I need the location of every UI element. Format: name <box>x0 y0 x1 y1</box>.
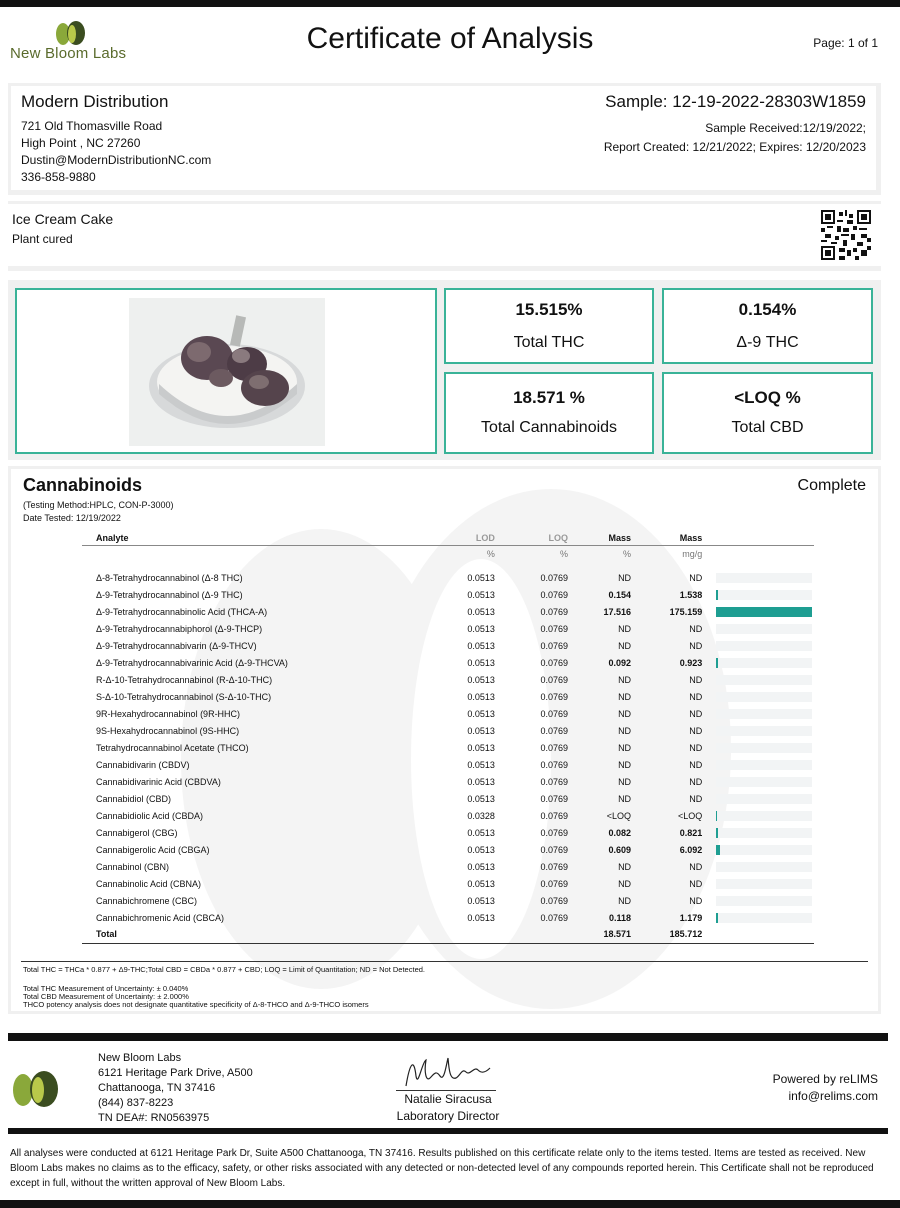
mass-mg-header: Mass <box>637 531 708 545</box>
table-row <box>82 807 814 824</box>
mass-mg-cell: ND <box>689 640 703 651</box>
loq-cell: 0.0769 <box>540 776 569 787</box>
table-row <box>82 654 814 671</box>
analyte-cell: 9S-Hexahydrocannabinol (9S-HHC) <box>96 725 240 736</box>
client-address-1: 721 Old Thomasville Road <box>21 119 163 133</box>
mass-mg-cell: ND <box>689 759 703 770</box>
concentration-bar <box>716 777 812 787</box>
table-row <box>82 586 814 603</box>
table-row <box>82 790 814 807</box>
lod-cell: 0.0513 <box>467 895 495 906</box>
concentration-bar-fill <box>716 828 717 838</box>
concentration-bar-fill <box>716 913 717 923</box>
lab-address-1: 6121 Heritage Park Drive, A500 <box>98 1067 253 1079</box>
concentration-bar <box>716 845 812 855</box>
analyte-cell: Cannabidivarinic Acid (CBDVA) <box>96 776 221 787</box>
loq-cell: 0.0769 <box>540 912 569 923</box>
concentration-bar <box>716 692 812 702</box>
mass-mg-cell: ND <box>689 725 703 736</box>
document-title: Certificate of Analysis <box>306 22 594 55</box>
mass-pct-cell: ND <box>618 759 632 770</box>
loq-cell: 0.0769 <box>540 725 569 736</box>
analyte-cell: Δ-9-Tetrahydrocannabinolic Acid (THCA-A) <box>96 606 268 617</box>
concentration-bar-fill <box>716 607 812 617</box>
mass-pct-cell: ND <box>618 725 632 736</box>
analyte-cell: Δ-9-Tetrahydrocannabinol (Δ-9 THC) <box>96 589 243 600</box>
total-cannabinoids-value: 18.571 % <box>513 388 585 407</box>
loq-cell: 0.0769 <box>540 708 569 719</box>
signature-icon <box>400 1052 492 1092</box>
cbd-uncertainty-note: Total CBD Measurement of Uncertainty: ± 2.000% <box>23 992 189 1001</box>
mass-mg-cell: ND <box>689 708 703 719</box>
mass-pct-cell: 0.609 <box>608 844 632 855</box>
mass-pct-cell: ND <box>618 708 632 719</box>
mass-mg-cell: 0.821 <box>679 827 703 838</box>
mass-pct-header: Mass <box>574 531 637 545</box>
concentration-bar <box>716 811 812 821</box>
lod-cell: 0.0513 <box>467 827 495 838</box>
loq-cell: 0.0769 <box>540 606 569 617</box>
analyte-cell: Cannabidiolic Acid (CBDA) <box>96 810 204 821</box>
lod-cell: 0.0513 <box>467 674 495 685</box>
lod-cell: 0.0513 <box>467 861 495 872</box>
lod-cell: 0.0513 <box>467 640 495 651</box>
mass-pct-cell: ND <box>618 878 632 889</box>
mass-pct-cell: <LOQ <box>606 810 632 821</box>
mass-mg-cell: 1.179 <box>679 912 703 923</box>
sample-received: Sample Received:12/19/2022; <box>705 121 866 135</box>
lod-cell: 0.0513 <box>467 793 495 804</box>
concentration-bar <box>716 794 812 804</box>
loq-cell: 0.0769 <box>540 793 569 804</box>
footer-logo-icon <box>10 1070 60 1108</box>
concentration-bar <box>716 573 812 583</box>
lod-cell: 0.0513 <box>467 606 495 617</box>
analyte-header: Analyte <box>82 531 428 545</box>
analyte-cell: R-Δ-10-Tetrahydrocannabinol (R-Δ-10-THC) <box>96 674 273 685</box>
table-row <box>82 637 814 654</box>
lod-cell: 0.0513 <box>467 776 495 787</box>
concentration-bar <box>716 658 812 668</box>
mass-pct-cell: ND <box>618 793 632 804</box>
lod-cell: 0.0513 <box>467 912 495 923</box>
mass-pct-unit: % <box>623 549 632 560</box>
analyte-cell: 9R-Hexahydrocannabinol (9R-HHC) <box>96 708 241 719</box>
lod-cell: 0.0328 <box>467 810 495 821</box>
signer-role: Laboratory Director <box>396 1109 500 1123</box>
loq-cell: 0.0769 <box>540 895 569 906</box>
lod-cell: 0.0513 <box>467 742 495 753</box>
mass-mg-cell: ND <box>689 895 703 906</box>
analyte-cell: Cannabinolic Acid (CBNA) <box>96 878 202 889</box>
analyte-cell: Cannabinol (CBN) <box>96 861 170 872</box>
loq-header: LOQ <box>501 531 574 545</box>
loq-cell: 0.0769 <box>540 640 569 651</box>
table-row <box>82 620 814 637</box>
table-row <box>82 841 814 858</box>
analyte-cell: Δ-8-Tetrahydrocannabinol (Δ-8 THC) <box>96 572 243 583</box>
analyte-cell: Cannabichromene (CBC) <box>96 895 198 906</box>
total-cannabinoids-label: Total Cannabinoids <box>480 419 618 436</box>
table-row <box>82 722 814 739</box>
lod-cell: 0.0513 <box>467 589 495 600</box>
analyte-cell: Δ-9-Tetrahydrocannabivarin (Δ-9-THCV) <box>96 640 257 651</box>
mass-pct-cell: ND <box>618 623 632 634</box>
total-thc-card <box>444 288 654 364</box>
loq-cell: 0.0769 <box>540 742 569 753</box>
mass-pct-cell: 0.082 <box>608 827 632 838</box>
d9-thc-value: 0.154% <box>738 300 797 319</box>
mass-mg-cell: 0.923 <box>679 657 703 668</box>
mass-pct-cell: 0.118 <box>609 912 632 923</box>
table-row <box>82 688 814 705</box>
mass-mg-cell: ND <box>689 776 703 787</box>
loq-cell: 0.0769 <box>540 878 569 889</box>
analyte-cell: S-Δ-10-Tetrahydrocannabinol (S-Δ-10-THC) <box>96 691 272 702</box>
footer-divider-bar <box>8 1033 888 1041</box>
concentration-bar <box>716 709 812 719</box>
lod-cell: 0.0513 <box>467 725 495 736</box>
lod-cell: 0.0513 <box>467 759 495 770</box>
mass-pct-cell: ND <box>618 895 632 906</box>
mass-pct-cell: ND <box>618 776 632 787</box>
concentration-bar <box>716 896 812 906</box>
mass-pct-cell: 17.516 <box>603 606 632 617</box>
table-row <box>82 705 814 722</box>
mass-pct-cell: ND <box>618 572 632 583</box>
mass-mg-cell: ND <box>689 623 703 634</box>
lod-cell: 0.0513 <box>467 844 495 855</box>
top-border-bar <box>0 0 900 7</box>
concentration-bar <box>716 913 812 923</box>
cannabinoids-title: Cannabinoids <box>23 475 143 495</box>
loq-cell: 0.0769 <box>540 657 569 668</box>
concentration-bar <box>716 828 812 838</box>
concentration-bar <box>716 590 812 600</box>
analyte-cell: Cannabichromenic Acid (CBCA) <box>96 912 225 923</box>
lab-dea: TN DEA#: RN0563975 <box>98 1112 210 1124</box>
concentration-bar <box>716 879 812 889</box>
loq-cell: 0.0769 <box>540 844 569 855</box>
analysis-status: Complete <box>797 477 866 494</box>
concentration-bar-fill <box>716 811 717 821</box>
lod-cell: 0.0513 <box>467 657 495 668</box>
bottom-border-bar <box>0 1200 900 1208</box>
loq-cell: 0.0769 <box>540 623 569 634</box>
analyte-cell: Cannabigerolic Acid (CBGA) <box>96 844 210 855</box>
lod-cell: 0.0513 <box>467 572 495 583</box>
concentration-bar-fill <box>716 590 718 600</box>
contact-email[interactable]: info@relims.com <box>788 1089 878 1103</box>
mass-mg-cell: ND <box>689 674 703 685</box>
concentration-bar <box>716 607 812 617</box>
mass-pct-cell: ND <box>618 691 632 702</box>
loq-cell: 0.0769 <box>540 861 569 872</box>
mass-mg-cell: ND <box>689 878 703 889</box>
formula-note: Total THC = THCa * 0.877 + Δ9-THC;Total CBD = CBDa * 0.877 + CBD; LOQ = Limit of Quantitation; ND = Not Detected. <box>23 965 425 974</box>
cannabinoids-panel <box>8 466 881 1014</box>
mass-pct-cell: ND <box>618 742 632 753</box>
table-row <box>82 569 814 586</box>
product-name: Ice Cream Cake <box>12 211 114 227</box>
table-row <box>82 739 814 756</box>
analyte-cell: Δ-9-Tetrahydrocannabiphorol (Δ-9-THCP) <box>96 623 263 634</box>
concentration-bar <box>716 726 812 736</box>
mass-pct-cell: ND <box>618 861 632 872</box>
product-type: Plant cured <box>12 232 73 246</box>
mass-mg-cell: <LOQ <box>677 810 703 821</box>
loq-cell: 0.0769 <box>540 674 569 685</box>
analyte-cell: Tetrahydrocannabinol Acetate (THCO) <box>96 742 249 753</box>
concentration-bar-fill <box>716 845 719 855</box>
total-cbd-value: <LOQ % <box>734 388 801 407</box>
table-row <box>82 892 814 909</box>
loq-cell: 0.0769 <box>540 759 569 770</box>
thc-uncertainty-note: Total THC Measurement of Uncertainty: ± 0.040% <box>23 984 189 993</box>
client-panel <box>8 83 881 195</box>
total-thc-label: Total THC <box>513 334 585 351</box>
total-cbd-label: Total CBD <box>731 419 804 436</box>
sample-photo <box>129 298 325 446</box>
total-cannabinoids-card <box>444 372 654 454</box>
table-row <box>82 773 814 790</box>
report-dates: Report Created: 12/21/2022; Expires: 12/20/2023 <box>603 140 866 154</box>
mass-pct-cell: 0.092 <box>608 657 632 668</box>
testing-method: (Testing Method:HPLC, CON-P-3000) <box>23 500 174 510</box>
loq-unit: % <box>560 549 569 560</box>
lod-cell: 0.0513 <box>467 708 495 719</box>
concentration-bar <box>716 641 812 651</box>
mass-mg-cell: ND <box>689 691 703 702</box>
table-header-row <box>82 531 814 545</box>
concentration-bar <box>716 675 812 685</box>
table-row <box>82 671 814 688</box>
mass-mg-cell: ND <box>689 861 703 872</box>
analyte-cell: Cannabigerol (CBG) <box>96 827 178 838</box>
mass-mg-cell: 1.538 <box>679 589 703 600</box>
results-table <box>82 531 814 944</box>
client-address-2: High Point , NC 27260 <box>21 136 141 150</box>
bar-header <box>708 531 814 545</box>
loq-cell: 0.0769 <box>540 810 569 821</box>
lab-address-2: Chattanooga, TN 37416 <box>98 1082 216 1094</box>
mass-pct-cell: 0.154 <box>608 589 632 600</box>
mass-mg-cell: 175.159 <box>669 606 703 617</box>
sample-photo-frame <box>15 288 437 454</box>
product-panel <box>8 201 881 271</box>
table-row <box>82 603 814 620</box>
analyte-cell: Δ-9-Tetrahydrocannabivarinic Acid (Δ-9-THCVA) <box>96 657 288 668</box>
total-cbd-card <box>662 372 873 454</box>
lod-unit: % <box>486 549 495 560</box>
total-mg: 185.712 <box>637 926 708 943</box>
client-phone: 336-858-9880 <box>21 170 96 184</box>
brand-name: New Bloom Labs <box>10 45 127 62</box>
notes-divider <box>21 961 868 962</box>
concentration-bar <box>716 743 812 753</box>
signer-name: Natalie Siracusa <box>404 1092 492 1106</box>
powered-by: Powered by reLIMS <box>772 1072 878 1086</box>
units-row <box>82 545 814 563</box>
signature-line <box>396 1090 496 1091</box>
lod-header: LOD <box>428 531 501 545</box>
thco-note: THCO potency analysis does not designate quantitative specificity of Δ-8-THCO and Δ-9-THCO isomers <box>23 1000 369 1009</box>
disclaimer-text: All analyses were conducted at 6121 Heritage Park Dr, Suite A500 Chattanooga, TN 37416. Results published on this certificate relate only to the items tested. Items are tested as received. New Bloom Labs makes no claims as to the efficacy, safety, or other risks associated with any detected or non-detected level of any compounds reported herein. This Certificate shall not be reproduced except in full, without the written approval of New Bloom Labs. <box>10 1148 874 1189</box>
lod-cell: 0.0513 <box>467 691 495 702</box>
table-row <box>82 875 814 892</box>
mass-mg-cell: 6.092 <box>679 844 703 855</box>
concentration-bar <box>716 760 812 770</box>
lab-phone: (844) 837-8223 <box>98 1097 174 1109</box>
concentration-bar <box>716 624 812 634</box>
mass-mg-cell: ND <box>689 742 703 753</box>
summary-panel <box>8 280 881 460</box>
table-row <box>82 909 814 926</box>
client-email: Dustin@ModernDistributionNC.com <box>21 153 212 167</box>
date-tested: Date Tested: 12/19/2022 <box>23 513 121 523</box>
analyte-cell: Cannabidivarin (CBDV) <box>96 759 190 770</box>
qr-code-icon <box>821 210 871 260</box>
mass-pct-cell: ND <box>618 640 632 651</box>
total-pct: 18.571 <box>574 926 637 943</box>
mass-mg-cell: ND <box>689 572 703 583</box>
loq-cell: 0.0769 <box>540 691 569 702</box>
sample-id: Sample: 12-19-2022-28303W1859 <box>605 92 866 111</box>
d9-thc-label: Δ-9 THC <box>736 334 799 351</box>
loq-cell: 0.0769 <box>540 589 569 600</box>
total-thc-value: 15.515% <box>515 300 583 319</box>
loq-cell: 0.0769 <box>540 827 569 838</box>
lod-cell: 0.0513 <box>467 623 495 634</box>
disclaimer-divider-bar <box>8 1128 888 1134</box>
lod-cell: 0.0513 <box>467 878 495 889</box>
page-number: Page: 1 of 1 <box>813 36 878 50</box>
concentration-bar-fill <box>716 658 717 668</box>
loq-cell: 0.0769 <box>540 572 569 583</box>
table-row <box>82 756 814 773</box>
d9-thc-card <box>662 288 873 364</box>
lab-name: New Bloom Labs <box>98 1052 182 1064</box>
concentration-bar <box>716 862 812 872</box>
total-row <box>82 926 814 943</box>
client-name: Modern Distribution <box>21 92 169 111</box>
total-label: Total <box>82 926 428 943</box>
table-row <box>82 824 814 841</box>
mass-pct-cell: ND <box>618 674 632 685</box>
mass-mg-unit: mg/g <box>682 549 703 560</box>
table-row <box>82 858 814 875</box>
analyte-cell: Cannabidiol (CBD) <box>96 793 172 804</box>
mass-mg-cell: ND <box>689 793 703 804</box>
